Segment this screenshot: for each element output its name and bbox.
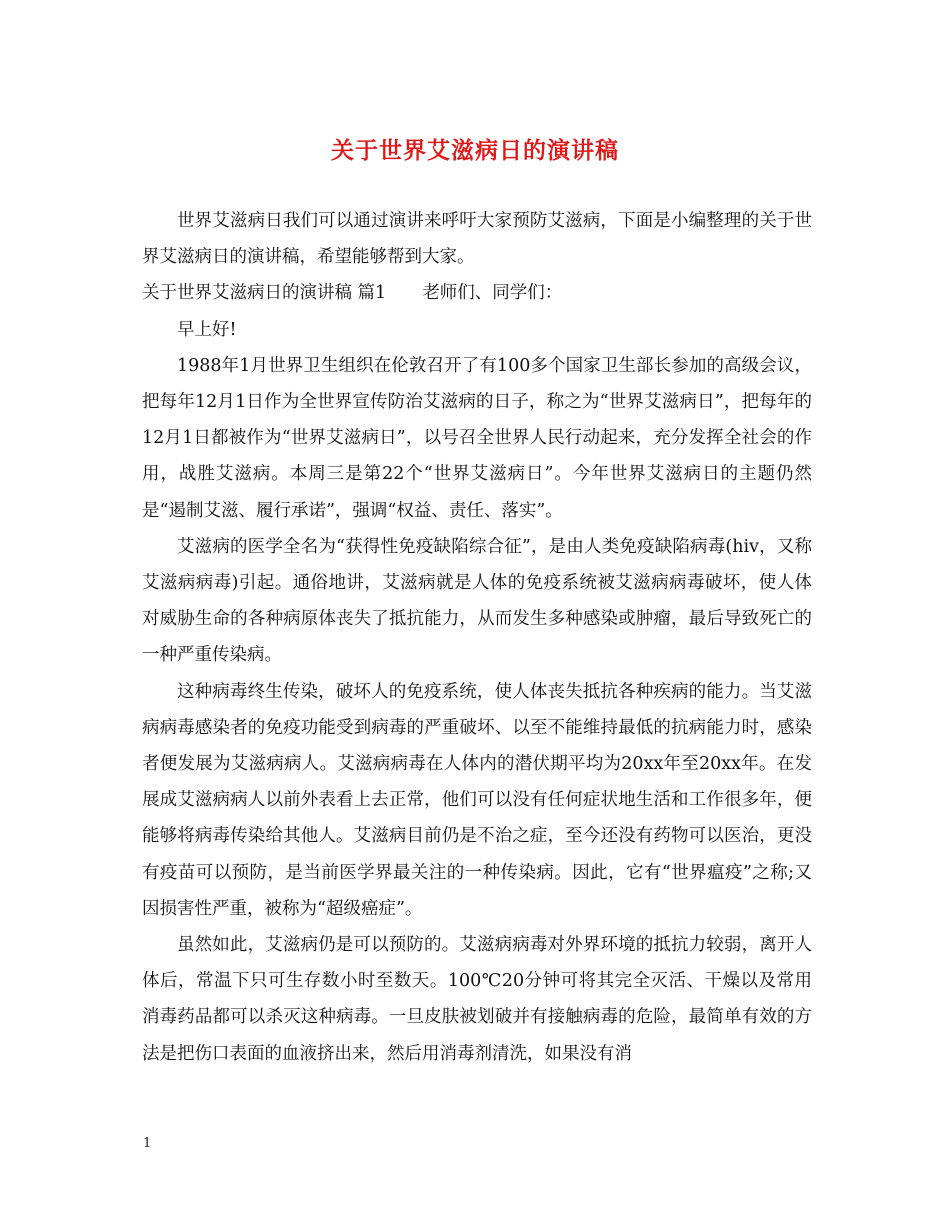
document-title: 关于世界艾滋病日的演讲稿 — [331, 137, 619, 164]
intro-paragraph: 世界艾滋病日我们可以通过演讲来呼吁大家预防艾滋病，下面是小编整理的关于世界艾滋病日的演讲稿，希望能够帮到大家。 — [142, 211, 812, 268]
body-paragraph: 虽然如此，艾滋病仍是可以预防的。艾滋病病毒对外界环境的抵抗力较弱，离开人体后，常温下只可生存数小时至数天。100℃20分钟可将其完全灭活、干燥以及常用消毒药品都可以杀灭这种病毒。一旦皮肤被划破并有接触病毒的危险，最简单有效的方法是把伤口表面的血液挤出来，然后用消毒剂清洗，如果没有消 — [142, 935, 812, 1064]
body-paragraph: 艾滋病的医学全名为“获得性免疫缺陷综合征”，是由人类免疫缺陷病毒(hiv，又称艾滋病病毒)引起。通俗地讲，艾滋病就是人体的免疫系统被艾滋病病毒破坏，使人体对威胁生命的各种病原体丧失了抵抗能力，从而发生多种感染或肿瘤，最后导致死亡的一种严重传染病。 — [142, 536, 812, 666]
body-paragraph: 1988年1月世界卫生组织在伦敦召开了有100多个国家卫生部长参加的高级会议，把每年12月1日作为全世界宣传防治艾滋病的日子，称之为“世界艾滋病日”，把每年的12月1日都被作为“世界艾滋病日”，以号召全世界人民行动起来，充分发挥全社会的作用，战胜艾滋病。本周三是第22个“世界艾滋病日”。今年世界艾滋病日的主题仍然是“遏制艾滋、履行承诺”，强调“权益、责任、落实”。 — [142, 355, 812, 521]
greeting: 早上好! — [177, 319, 237, 340]
section-heading: 关于世界艾滋病日的演讲稿 篇1 — [142, 283, 387, 304]
body-paragraph: 这种病毒终生传染，破坏人的免疫系统，使人体丧失抵抗各种疾病的能力。当艾滋病病毒感染者的免疫功能受到病毒的严重破坏、以至不能维持最低的抗病能力时，感染者便发展为艾滋病病人。艾滋病病毒在人体内的潜伏期平均为20xx年至20xx年。在发展成艾滋病病人以前外表看上去正常，他们可以没有任何症状地生活和工作很多年，便能够将病毒传染给其他人。艾滋病目前仍是不治之症，至今还没有药物可以医治，更没有疫苗可以预防，是当前医学界最关注的一种传染病。因此，它有“世界瘟疫”之称;又因损害性严重，被称为“超级癌症”。 — [142, 681, 812, 919]
salutation: 老师们、同学们： — [422, 283, 563, 304]
document-body — [142, 203, 812, 1072]
section-heading-line — [142, 275, 812, 311]
page-number: 1 — [143, 1136, 152, 1151]
